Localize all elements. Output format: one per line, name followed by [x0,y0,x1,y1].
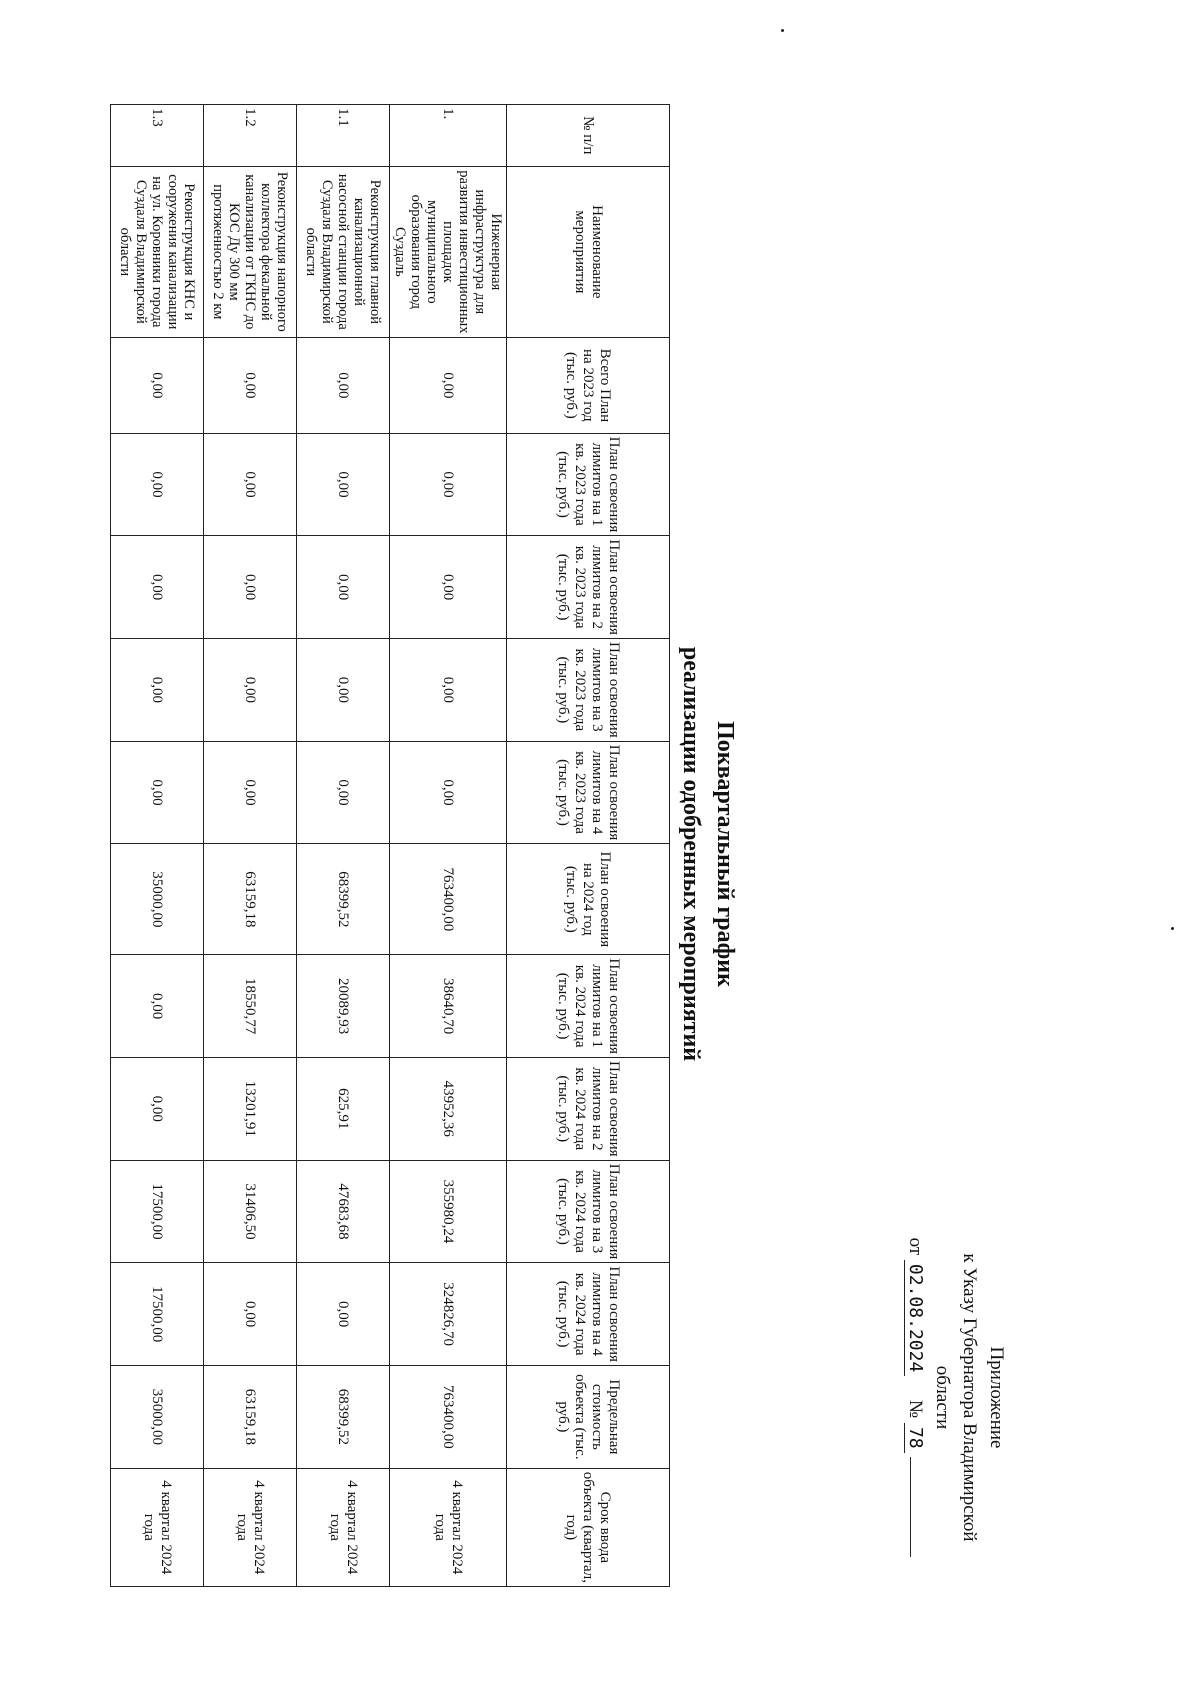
table-cell: 4 квартал 2024 года [204,1468,297,1586]
table-cell: 17500,00 [111,1263,204,1366]
column-header: План освоения лимитов на 2 кв. 2024 года (тыс. руб.) [507,1057,670,1160]
table-cell: 0,00 [111,433,204,536]
title-line-2: реализации одобренных мероприятий [678,646,704,1062]
column-header: План освоения лимитов на 4 кв. 2023 года (тыс. руб.) [507,741,670,844]
column-header: Срок ввода объекта (квартал, год) [507,1468,670,1586]
table-row [204,105,297,1587]
row-number: 1.1 [297,105,390,167]
table-cell: 4 квартал 2024 года [111,1468,204,1586]
title-line-1: Поквартальный график [712,721,738,987]
decree-number: 78 [904,1423,926,1453]
table-cell: 35000,00 [111,844,204,955]
schedule-table [110,104,670,1587]
table-cell: 47683,68 [297,1160,390,1263]
table-cell: 0,00 [390,638,507,741]
table-cell: 31406,50 [204,1160,297,1263]
column-header: План освоения лимитов на 1 кв. 2023 года (тыс. руб.) [507,433,670,536]
table-cell: 763400,00 [390,1366,507,1469]
table-cell: 0,00 [390,741,507,844]
table-cell: 63159,18 [204,1366,297,1469]
table-cell: 763400,00 [390,844,507,955]
table-cell: 63159,18 [204,844,297,955]
appendix-label: Приложение [986,1346,1007,1449]
table-cell: 68399,52 [297,844,390,955]
table-cell: 4 квартал 2024 года [297,1468,390,1586]
appendix-header [902,1220,1010,1575]
table-cell: 13201,91 [204,1057,297,1160]
table-cell: 0,00 [297,433,390,536]
column-header: План освоения лимитов на 2 кв. 2023 года (тыс. руб.) [507,536,670,639]
table-cell: 0,00 [297,536,390,639]
table-cell: 0,00 [204,1263,297,1366]
table-cell: 4 квартал 2024 года [390,1468,507,1586]
table-cell: 43952,36 [390,1057,507,1160]
column-header: План освоения лимитов на 1 кв. 2024 года (тыс. руб.) [507,955,670,1058]
column-header: Всего План на 2023 год (тыс. руб.) [507,338,670,434]
table-cell: 0,00 [111,338,204,434]
signature-line [910,1457,911,1557]
table-cell: 625,91 [297,1057,390,1160]
table-cell: 0,00 [111,638,204,741]
column-header: Наименование мероприятия [507,166,670,338]
table-cell: 38640,70 [390,955,507,1058]
scan-speck [1171,927,1174,930]
from-label: от [905,1237,926,1256]
measure-name: Реконструкция КНС и сооружения канализации на ул. Коровники города Суздаля Владимирской области [111,166,204,338]
column-header: План освоения лимитов на 3 кв. 2023 года (тыс. руб.) [507,638,670,741]
column-header: Предельная стоимость объекта (тыс. руб.) [507,1366,670,1469]
table-cell: 0,00 [297,741,390,844]
table-cell: 20089,93 [297,955,390,1058]
row-number: 1.2 [204,105,297,167]
table-cell: 0,00 [204,536,297,639]
table-cell: 35000,00 [111,1366,204,1469]
table-cell: 0,00 [390,536,507,639]
table-cell: 0,00 [111,1057,204,1160]
decree-date: 02.08.2024 [904,1260,926,1376]
table-row [111,105,204,1587]
table-cell: 0,00 [297,338,390,434]
document-sheet [117,104,1025,1587]
table-cell: 18550,77 [204,955,297,1058]
table-row [297,105,390,1587]
document-title [674,504,742,1204]
column-header: № п/п [507,105,670,167]
decree-date-line [902,1220,929,1575]
table-cell: 0,00 [111,536,204,639]
number-label: № [905,1400,926,1419]
column-header: План освоения лимитов на 3 кв. 2024 года (тыс. руб.) [507,1160,670,1263]
scan-speck [781,29,784,32]
table-cell: 355980,24 [390,1160,507,1263]
table-cell: 0,00 [390,338,507,434]
measure-name: Инженерная инфраструктура для развития инвестиционных площадок муниципального образования город Суздаль [390,166,507,338]
measure-name: Реконструкция главной канализационной насосной станции города Суздаля Владимирской области [297,166,390,338]
table-cell: 0,00 [297,1263,390,1366]
row-number: 1.3 [111,105,204,167]
table-row [390,105,507,1587]
table-cell: 0,00 [204,741,297,844]
column-header: План освоения лимитов на 4 кв. 2024 года (тыс. руб.) [507,1263,670,1366]
table-cell: 0,00 [204,433,297,536]
table-cell: 68399,52 [297,1366,390,1469]
measure-name: Реконструкция напорного коллектора фекальной канализации от ГКНС до КОС Ду 300 мм протяженностью 2 км [204,166,297,338]
column-header: План освоения на 2024 год (тыс. руб.) [507,844,670,955]
table-cell: 0,00 [390,433,507,536]
table-cell: 0,00 [111,955,204,1058]
row-number: 1. [390,105,507,167]
table-cell: 0,00 [204,638,297,741]
decree-reference: к Указу Губернатора Владимирской области [932,1253,980,1542]
header-row [507,105,670,1587]
table-cell: 0,00 [111,741,204,844]
table-cell: 324826,70 [390,1263,507,1366]
table-cell: 0,00 [297,638,390,741]
table-cell: 17500,00 [111,1160,204,1263]
table-cell: 0,00 [204,338,297,434]
